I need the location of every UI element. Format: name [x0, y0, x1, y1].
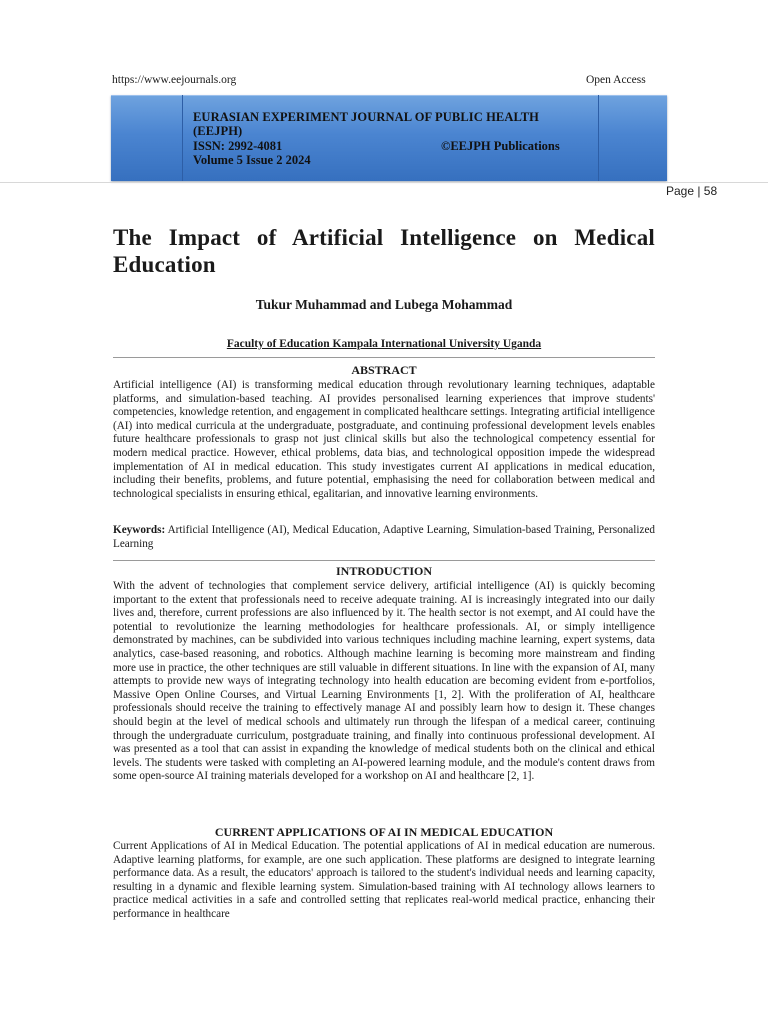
keywords-line	[113, 524, 655, 551]
current-applications-heading: CURRENT APPLICATIONS OF AI IN MEDICAL EDUCATION	[214, 825, 554, 839]
author-affiliation: Faculty of Education Kampala International University Uganda	[226, 338, 542, 350]
page-number: Page | 58	[666, 184, 718, 198]
introduction-heading: INTRODUCTION	[335, 564, 432, 578]
open-access-label: Open Access	[586, 74, 646, 86]
current-applications-text: Current Applications of AI in Medical Education. The potential applications of AI in medical education are numerous. Adaptive learning platforms, for example, are one such application. These platforms are designed to integrate learning performance data. As a result, the educators' approach is tailored to the student's individual needs and learning capacity, resulting in a dynamic and flexible learning system. Simulation-based training with AI technology allows learners to practice medical activities in a safe and controlled setting that replicates real-world medical practice, enhancing their performance in healthcare	[113, 840, 655, 920]
journal-title: EURASIAN EXPERIMENT JOURNAL OF PUBLIC HEALTH (EEJPH)	[193, 110, 540, 138]
journal-publisher: ©EEJPH Publications	[441, 139, 560, 153]
keywords-label: Keywords:	[113, 524, 166, 536]
journal-banner	[111, 95, 667, 181]
abstract-bottom-rule	[113, 560, 655, 561]
journal-issn: ISSN: 2992-4081	[193, 139, 283, 153]
abstract-heading: ABSTRACT	[351, 363, 417, 377]
journal-url[interactable]: https://www.eejournals.org	[112, 74, 237, 86]
abstract-text: Artificial intelligence (AI) is transforming medical education through revolutionary learning techniques, adaptable platforms, and simulation-based teaching. AI provides personalised learning experiences that improve students' competencies, knowledge retention, and engagement in complicated healthcare settings. Integrating artificial intelligence (AI) into medical curricula at the undergraduate, postgraduate, and continuing professional development levels enables future healthcare professionals to grasp not just clinical skills but also the technological competency essential for modern medical practice. However, ethical problems, data bias, and technological opposition impede the widespread implementation of AI in medical education. This study investigates current AI applications in medical education, including their benefits, problems, and future potential, emphasising the need for collaboration between medical and technological specialists in ensuring ethical, egalitarian, and innovative learning environments.	[113, 379, 655, 500]
keywords-text: Artificial Intelligence (AI), Medical Education, Adaptive Learning, Simulation-based Training, Personalized Learning	[113, 524, 655, 550]
journal-banner-center-panel	[182, 95, 599, 181]
article-title: The Impact of Artificial Intelligence on Medical Education	[113, 225, 655, 277]
article-authors: Tukur Muhammad and Lubega Mohammad	[255, 297, 513, 312]
introduction-text: With the advent of technologies that complement service delivery, artificial intelligence (AI) is quickly becoming important to the extent that professionals need to receive adequate training. AI is increasingly integrated into our daily lives and, therefore, current professions are also influenced by it. The health sector is not exempt, and AI could have the potential to revolutionize the learning methodologies for healthcare professionals. AI, or simply intelligence demonstrated by machines, can be subdivided into various techniques including machine learning, expert systems, data analytics, case-based reasoning, and robotics. Although machine learning is becoming more mainstream and finding more use in practice, the other techniques are still valuable in different situations. In line with the expansion of AI, many attempts to provide new ways of integrating technology into health education are becoming evident from e-portfolios, Massive Open Online Courses, and Virtual Learning Environments [1, 2]. With the proliferation of AI, healthcare professionals should receive the training to effectively manage AI and possibly learn how to design it. These changes should begin at the level of medical schools and ultimately run through the lifespan of a medical career, continuing through the undergraduate curriculum, postgraduate training, and finally into continuous professional development. AI was presented as a tool that can assist in expanding the knowledge of medical students both on the clinical and ethical levels. The students were tasked with completing an AI-powered learning module, and the module's content draws from some open-source AI training materials developed for a workshop on AI and healthcare [2, 1].	[113, 580, 655, 783]
abstract-top-rule	[113, 357, 655, 358]
journal-volume: Volume 5 Issue 2 2024	[193, 153, 311, 167]
page-divider	[0, 182, 768, 183]
